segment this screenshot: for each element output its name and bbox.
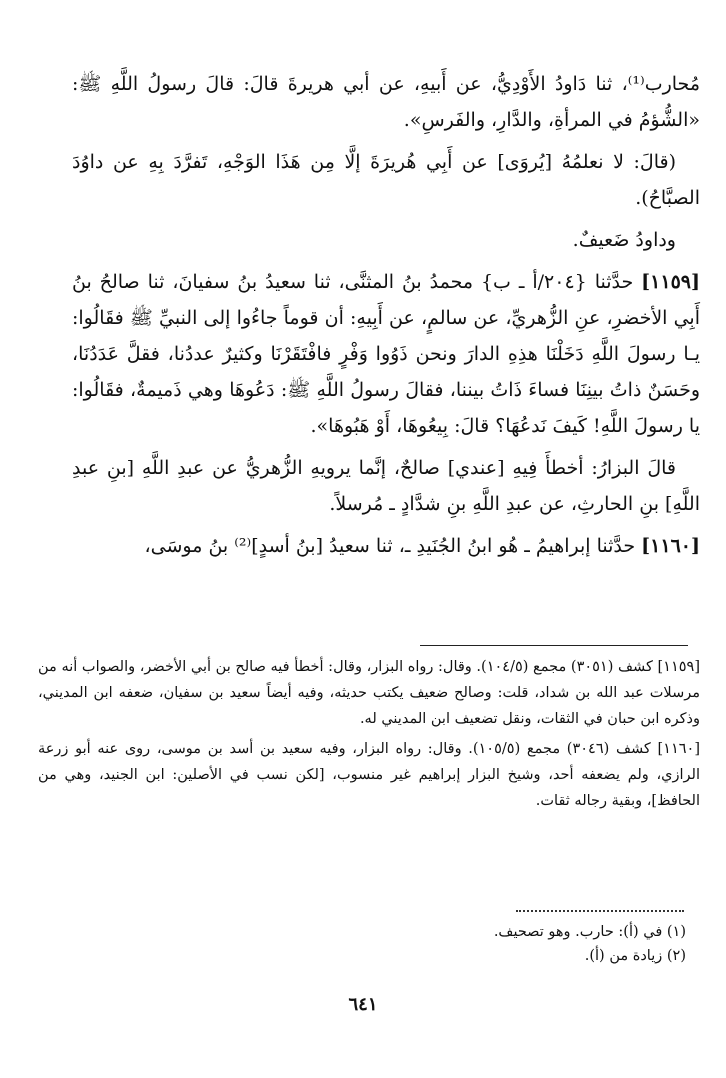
hadith-text: حدَّثنا {٢٠٤/أ ـ ب} محمدُ بنُ المثنَّى، ثنا سعيدُ بنُ سفيانَ، ثنا صالحُ بنُ أَبِي الأخضرِ، عنِ الزُّهريِّ، عن سالمٍ، عن أَبِيهِ: أن قوماً جاءُوا إلى النبيِّ ﷺ فقَالُوا: يـا رسولَ اللَّهِ دَخَلْنَا هذِهِ الدارَ ونحن ذَوُوا وَفْرٍ فافْتَقَرْنَا وكثيرٌ عددُنا، فقلَّ عَدَدُنَا، وحَسَنٌ ذاتُ بينِنَا فساءَ ذَاتُ بيننا، فقالَ رسولُ اللَّهِ ﷺ: دَعُوهَا وهي ذَميمةٌ، فقَالُوا: يا رسولَ اللَّهِ! كَيفَ نَدعُهَا؟ قالَ: بِيعُوهَا، أَوْ هَبُوهَا». [72, 271, 700, 437]
paragraph-hadith-1159 [72, 264, 700, 444]
takhrij-notes [38, 654, 700, 818]
footnotes [286, 920, 686, 968]
hadith-number: [١١٥٩] [641, 271, 700, 293]
footnote-2: (٢) زيادة من (أ). [584, 948, 686, 964]
page-number: ٦٤١ [348, 994, 378, 1015]
paragraph-narrator-note: وداودُ ضَعيفٌ. [572, 229, 676, 251]
hadith-text: حدَّثنا إبراهيمُ ـ هُو ابنُ الجُنَيدِ ـ، ثنا سعيدُ [بنُ أسدٍ]⁽²⁾ بنُ موسَى، [144, 535, 636, 557]
footnote-divider [516, 910, 684, 912]
paragraph-bazzar-comment: (قالَ: لا نعلمُهُ [يُروَى] عن أَبِي هُريرَةَ إلَّا مِن هَذَا الوَجْهِ، تَفرَّدَ بِهِ عن داوُدَ الصبَّاحُ). [72, 151, 700, 209]
paragraph-hadith-1158: مُحارب⁽¹⁾، ثنا دَاودُ الأَوْدِيُّ، عن أَبيهِ، عن أبي هريرةَ قالَ: قالَ رسولُ اللَّهِ ﷺ: «الشُّؤمُ في المرأةِ، والدَّارِ، والفَرسِ». [72, 73, 700, 131]
note-1159: [١١٥٩] كشف (٣٠٥١) مجمع (١٠٤/٥). وقال: رواه البزار، وقال: أخطأ فيه صالح بن أبي الأخضر، والصواب أنه من مرسلات عبد الله بن شداد، قلت: وصالح ضعيف يكتب حديثه، وفيه أيضاً سعيد بن سفيان، ضعفه ابن المديني، وذكره ابن حبان في الثقات، ونقل تضعيف ابن المديني له. [38, 659, 700, 727]
main-text [72, 66, 700, 570]
footnote-1: (١) في (أ): حارب. وهو تصحيف. [493, 924, 686, 940]
hadith-number: [١١٦٠] [641, 535, 700, 557]
note-1160: [١١٦٠] كشف (٣٠٤٦) مجمع (١٠٥/٥). وقال: رواه البزار، وفيه سعيد بن أسد بن موسى، روى عنه أبو زرعة الرازي، ولم يضعفه أحد، وشيخ البزار إبراهيم غير منسوب، [لكن نسب في الأصلين: ابن الجنيد، وهي من الحافظ]، وبقية رجاله ثقات. [38, 741, 700, 809]
paragraph-bazzar-remark: قالَ البزارُ: أخطأَ فِيهِ [عندي] صالحٌ، إنَّما يرويهِ الزُّهريُّ عن عبدِ اللَّهِ [بنِ عبدِ اللَّهِ] بنِ الحارثِ، عن عبدِ اللَّهِ بنِ شدَّادٍ ـ مُرسلاً. [72, 457, 700, 515]
paragraph-hadith-1160 [72, 528, 700, 564]
notes-divider [420, 645, 688, 646]
